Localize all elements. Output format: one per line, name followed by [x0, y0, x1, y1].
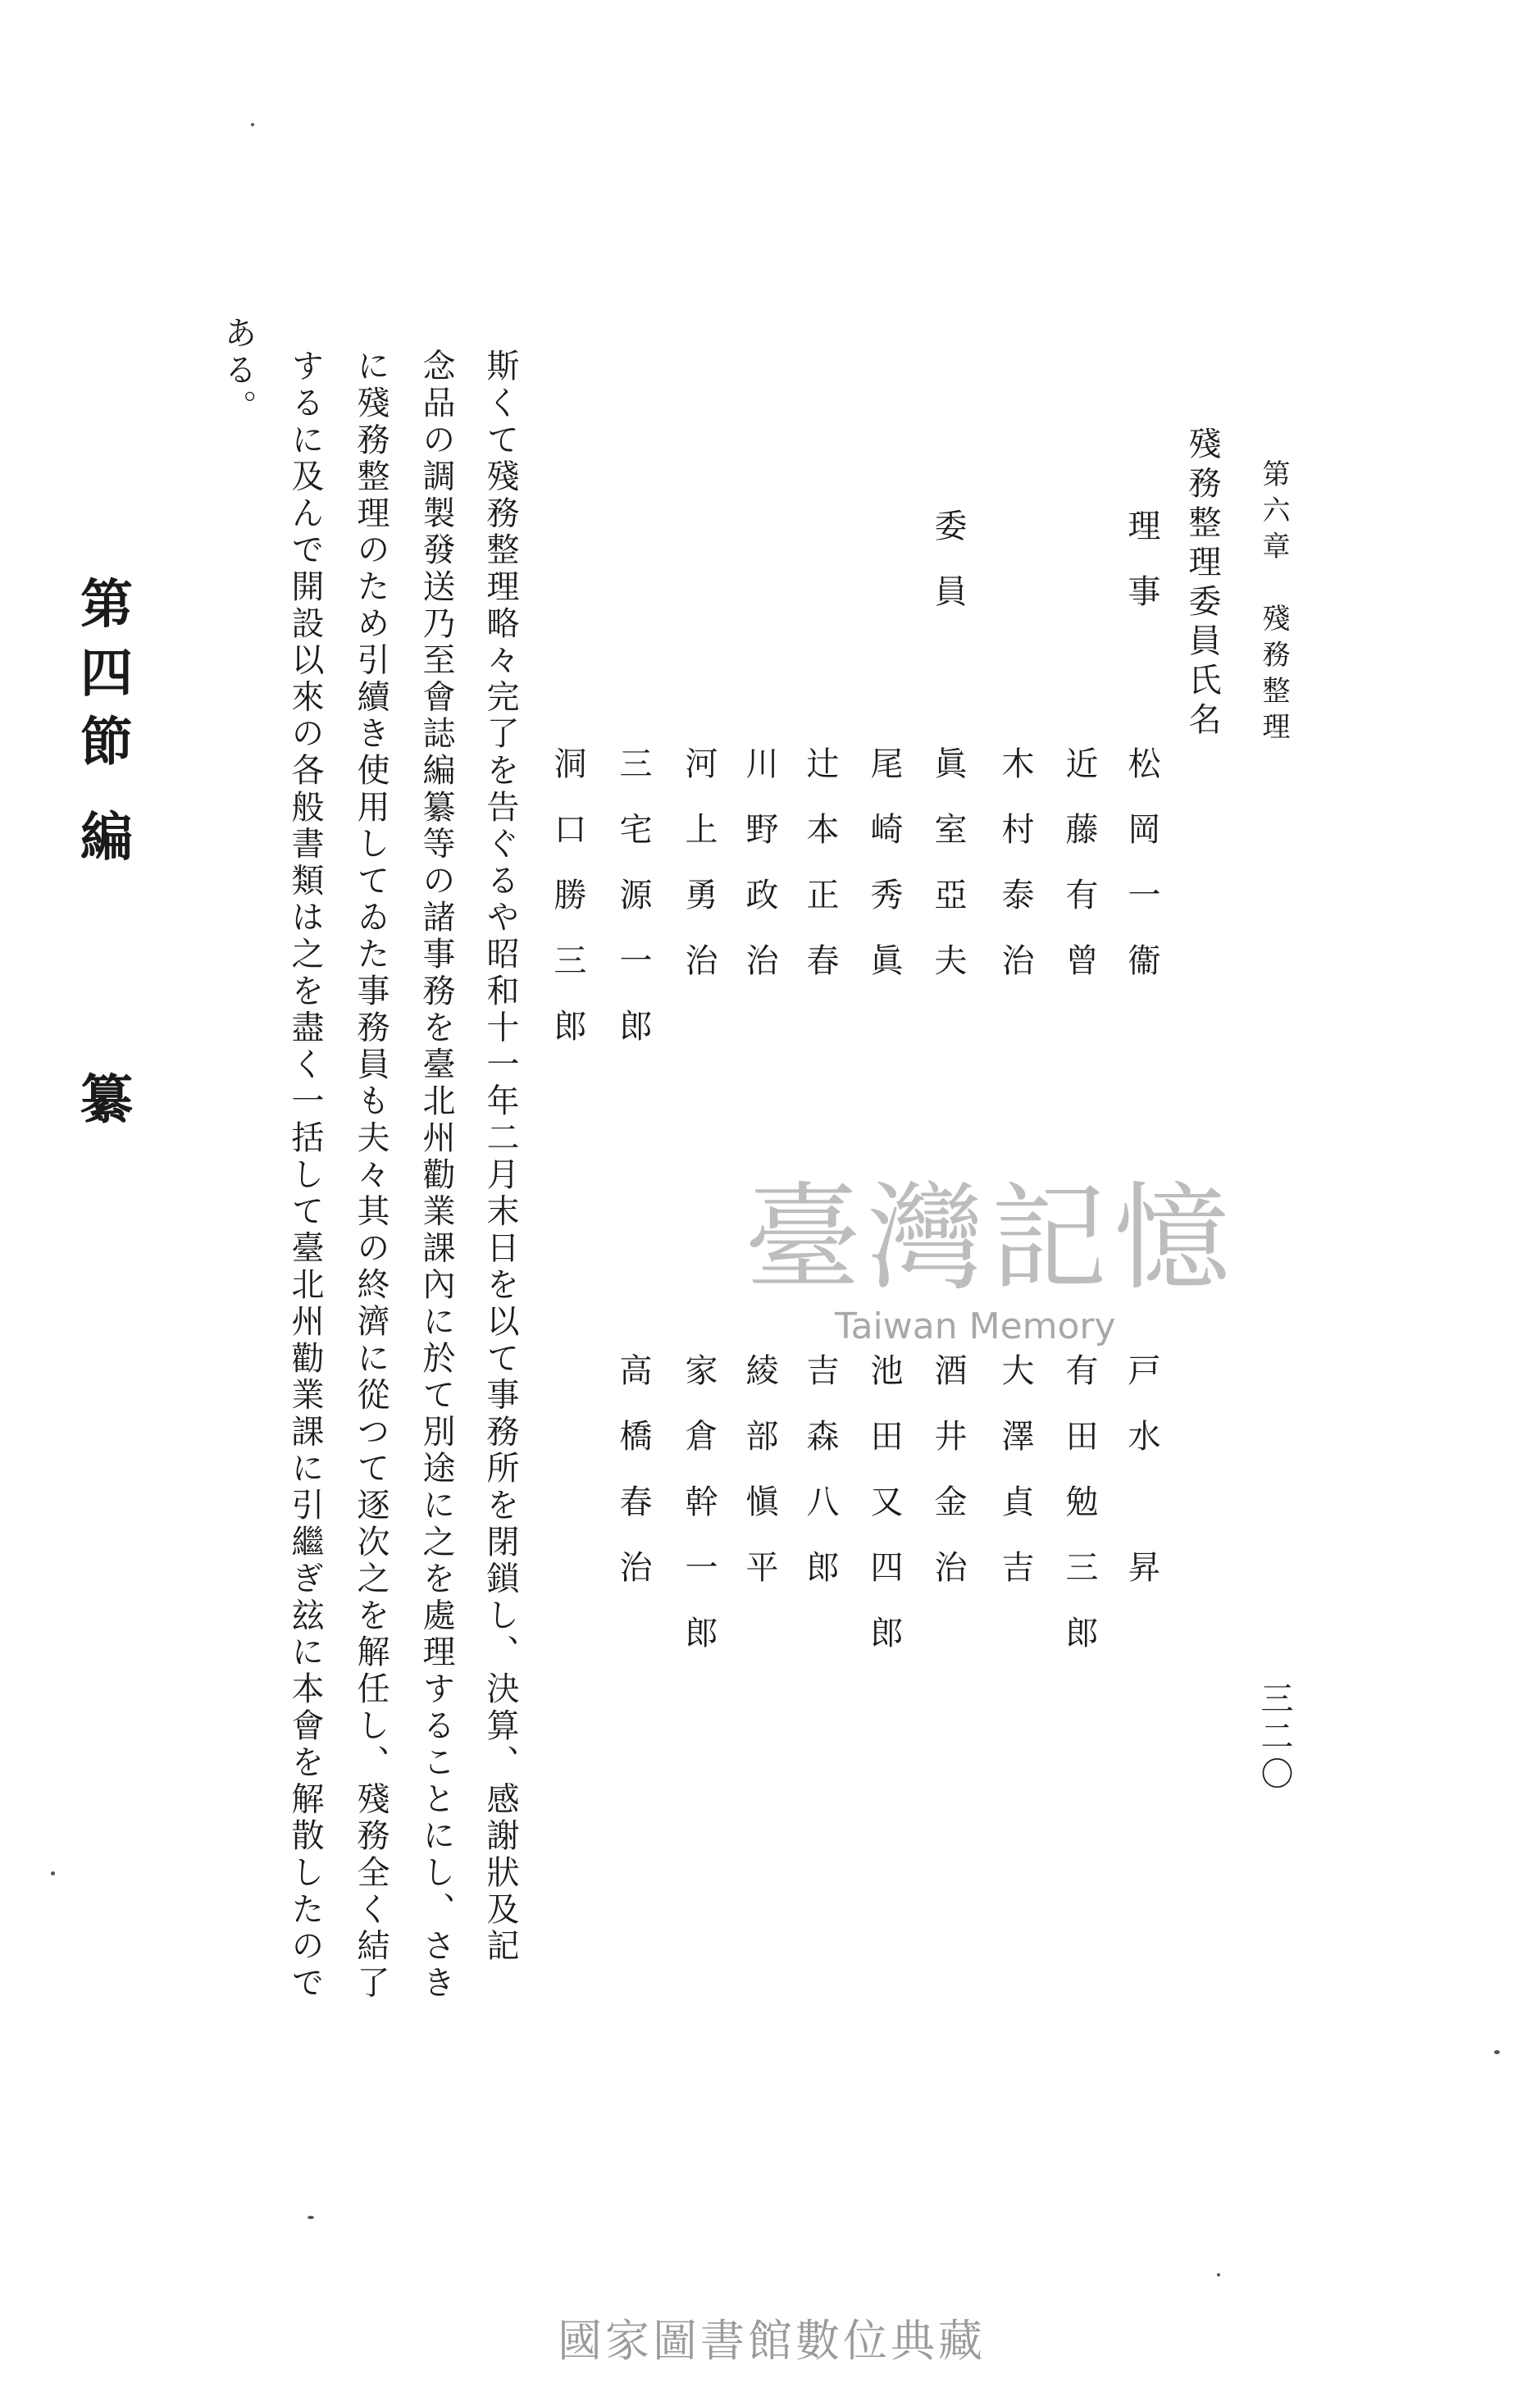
paragraph-line: に殘務整理のため引續き使用してゐた事務員も夫々其の終濟に從つて逐次之を解任し、殘務全く結了: [352, 349, 390, 2002]
scan-speck: [308, 2216, 314, 2219]
member-name: 池 田 又 四 郎: [865, 1353, 903, 1648]
member-name: 酒 井 金 治: [929, 1353, 967, 1583]
member-name: 尾 崎 秀 眞: [865, 746, 903, 976]
paragraph-line: ある。: [219, 316, 257, 426]
member-name: 眞 室 亞 夫: [929, 746, 967, 976]
director-name: 有 田 勉 三 郎: [1060, 1353, 1098, 1648]
member-name: 川 野 政 治: [740, 746, 778, 976]
scan-speck: [51, 1871, 55, 1875]
director-name: 木 村 泰 治: [996, 746, 1034, 976]
role-director-label: 理 事: [1123, 508, 1160, 607]
paragraph-line: するに及んで開設以來の各般書類は之を盡く一括して臺北州勸業課に引繼ぎ玆に本會を解散したので: [286, 349, 324, 2002]
director-name: 松 岡 一 衞: [1123, 746, 1160, 976]
paragraph-line: 斯くて殘務整理略々完了を告ぐるや昭和十一年二月末日を以て事務所を閉鎖し、決算、感謝狀及記: [481, 349, 519, 1966]
director-name: 大 澤 貞 吉: [996, 1353, 1034, 1583]
section-heading-char: 四: [80, 643, 133, 704]
scan-speck: [1217, 2273, 1220, 2276]
paragraph-line: 念品の調製發送乃至會誌編纂等の諸事務を臺北州勸業課內に於て別途に之を處理することにし、さき: [417, 349, 455, 2002]
section-heading-char: 節: [80, 712, 133, 773]
footer-credit: 國家圖書館數位典藏: [558, 2315, 986, 2367]
member-name: 吉 森 八 郎: [801, 1353, 839, 1583]
scan-speck: [251, 123, 254, 126]
director-name: 戸 水 昇: [1123, 1353, 1160, 1583]
section-heading-char: 纂: [80, 1069, 133, 1131]
watermark-chinese: 臺灣記憶: [745, 1171, 1237, 1306]
director-name: 近 藤 有 曾: [1060, 746, 1098, 976]
member-name: 辻 本 正 春: [801, 746, 839, 976]
member-name: 三 宅 源 一 郎: [614, 746, 652, 1041]
member-name: 高 橋 春 治: [614, 1353, 652, 1583]
member-name: 洞 口 勝 三 郎: [549, 746, 586, 1041]
member-name: 河 上 勇 治: [680, 746, 718, 976]
section-heading-char: 編: [80, 807, 133, 868]
role-committee-label: 委 員: [929, 508, 967, 607]
watermark-english: Taiwan Memory: [835, 1306, 1116, 1347]
member-name: 家 倉 幹 一 郎: [680, 1353, 718, 1648]
watermark: [745, 1171, 1269, 1369]
page-number: 三二〇: [1255, 1681, 1293, 1794]
subtitle: 殘務整理委員氏名: [1183, 426, 1221, 741]
member-name: 綾 部 愼 平: [740, 1353, 778, 1583]
running-head: 第六章 殘務整理: [1257, 459, 1290, 748]
scan-speck: [1494, 2050, 1500, 2054]
section-heading-char: 第: [80, 574, 133, 636]
